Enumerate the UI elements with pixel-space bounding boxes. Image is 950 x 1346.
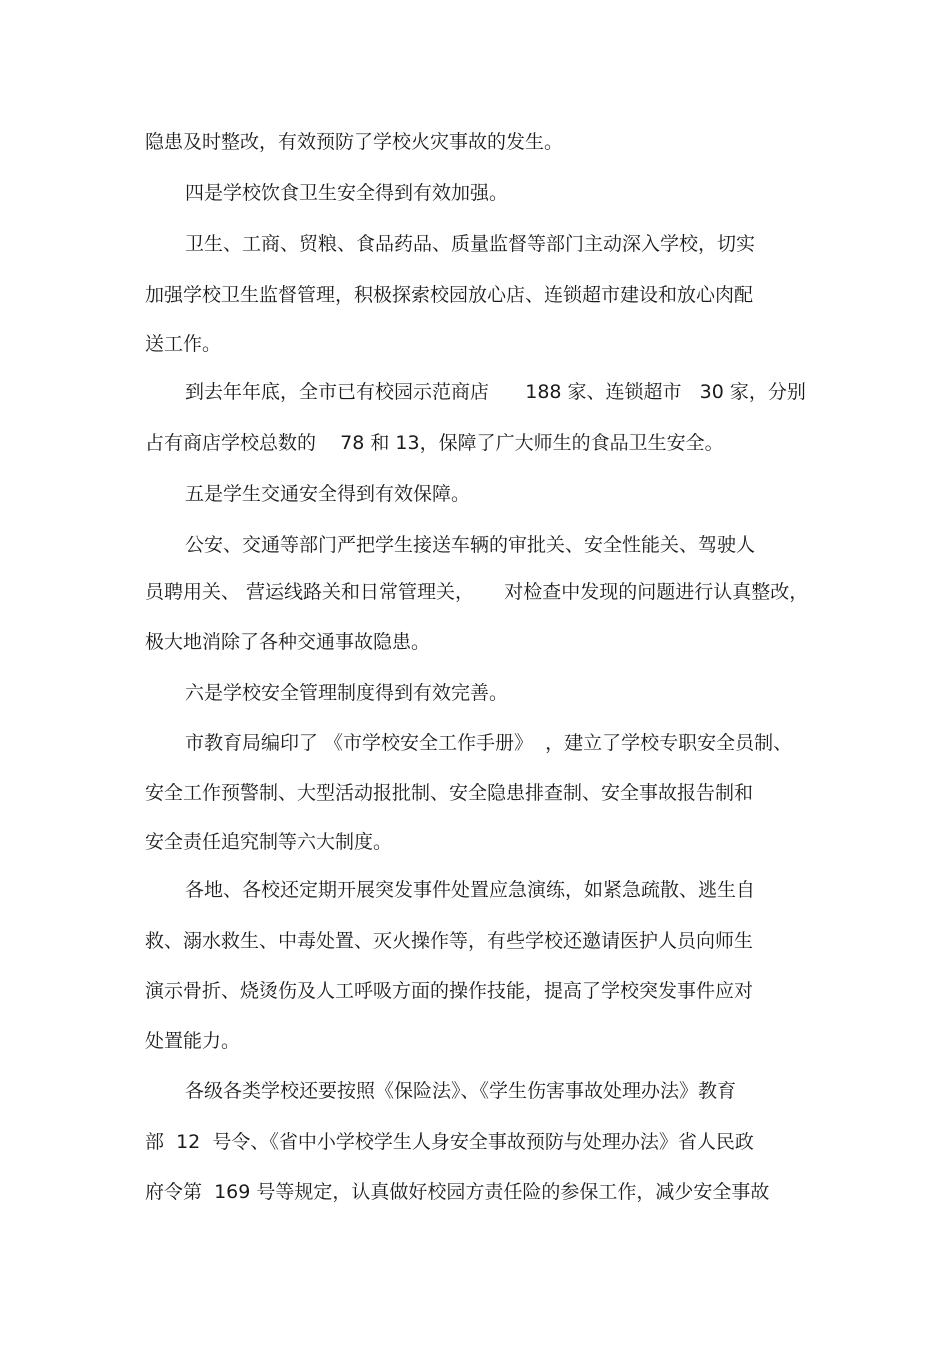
text-line: 隐患及时整改，有效预防了学校火灾事故的发生。 <box>145 131 564 153</box>
text-line: 市教育局编印了 《市学校安全工作手册》 ，建立了学校专职安全员制、 <box>185 732 793 754</box>
text-line: 卫生、工商、贸粮、食品药品、质量监督等部门主动深入学校，切实 <box>185 233 756 255</box>
text-line: 救、溺水救生、中毒处置、灭火操作等，有些学校还邀请医护人员向师生 <box>145 930 754 952</box>
text-line: 安全工作预警制、大型活动报批制、安全隐患排查制、安全事故报告制和 <box>145 782 754 804</box>
text-line: 府令第 169 号等规定，认真做好校园方责任险的参保工作，减少安全事故 <box>145 1181 770 1203</box>
section-heading-traffic-safety: 五是学生交通安全得到有效保障。 <box>185 483 471 505</box>
text-line: 送工作。 <box>145 333 222 355</box>
text-line: 公安、交通等部门严把学生接送车辆的审批关、安全性能关、驾驶人 <box>185 534 756 556</box>
text-line: 各地、各校还定期开展突发事件处置应急演练，如紧急疏散、逃生自 <box>185 879 756 901</box>
text-line: 极大地消除了各种交通事故隐患。 <box>145 631 431 653</box>
text-line: 部 12 号令、《省中小学校学生人身安全事故预防与处理办法》省人民政 <box>145 1131 754 1153</box>
text-line: 占有商店学校总数的 78 和 13，保障了广大师生的食品卫生安全。 <box>145 432 724 454</box>
text-line: 安全责任追究制等六大制度。 <box>145 831 393 853</box>
text-line: 到去年年底，全市已有校园示范商店 188 家、连锁超市 30 家，分别 <box>185 381 806 403</box>
text-line: 演示骨折、烧烫伤及人工呼吸方面的操作技能，提高了学校突发事件应对 <box>145 980 754 1002</box>
section-heading-food-safety: 四是学校饮食卫生安全得到有效加强。 <box>185 182 509 204</box>
text-line: 员聘用关、 营运线路关和日常管理关， 对检查中发现的问题进行认真整改， <box>145 581 809 603</box>
section-heading-management-system: 六是学校安全管理制度得到有效完善。 <box>185 682 509 704</box>
text-line: 加强学校卫生监督管理，积极探索校园放心店、连锁超市建设和放心肉配 <box>145 284 754 306</box>
text-line: 处置能力。 <box>145 1030 241 1052</box>
text-line: 各级各类学校还要按照《保险法》、《学生伤害事故处理办法》教育 <box>185 1080 737 1102</box>
